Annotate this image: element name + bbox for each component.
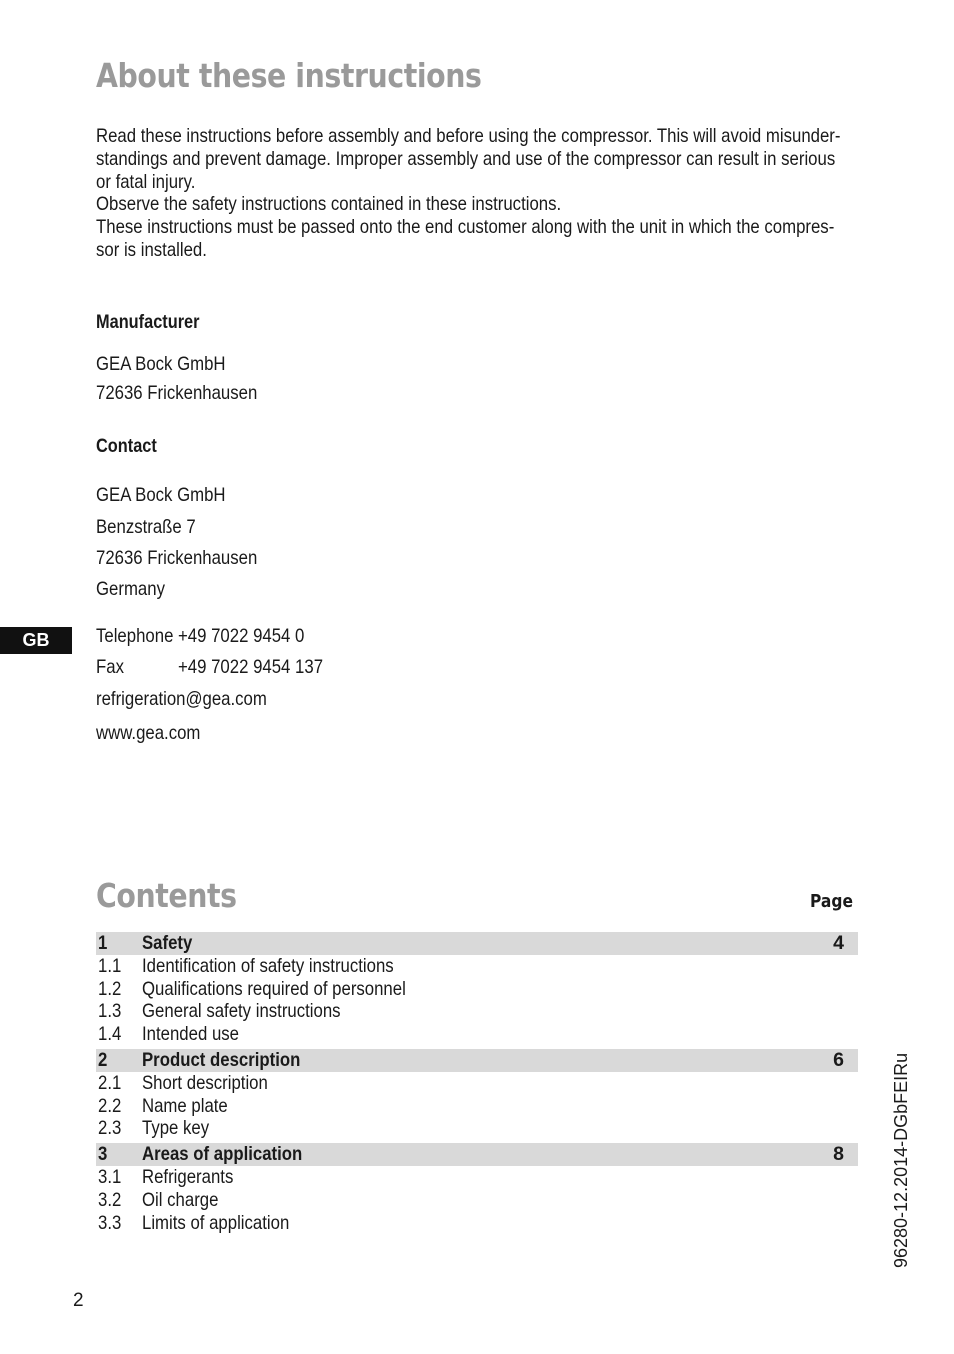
toc-item-title: Identification of safety instructions (142, 954, 394, 977)
toc-section-page: 6 (833, 1048, 844, 1071)
toc-item-number: 1.4 (98, 1023, 122, 1046)
toc-item-title: Refrigerants (142, 1165, 234, 1188)
page-title: About these instructions (96, 56, 482, 95)
intro-line: Observe the safety instructions contained in these instructions. (96, 193, 562, 216)
toc-item-number: 1.1 (98, 954, 122, 977)
toc-section-title: Areas of application (142, 1143, 303, 1166)
manufacturer-city: 72636 Frickenhausen (96, 382, 258, 404)
contact-name: GEA Bock GmbH (96, 484, 226, 506)
intro-line: or fatal injury. (96, 170, 196, 193)
manufacturer-label: Manufacturer (96, 312, 200, 333)
web-link[interactable]: www.gea.com (96, 722, 201, 744)
toc-item-number: 3.3 (98, 1211, 122, 1234)
telephone-label: Telephone (96, 625, 174, 647)
toc-section-title: Product description (142, 1048, 301, 1071)
toc-item-row[interactable] (96, 1189, 858, 1212)
toc-item-title: Limits of application (142, 1211, 290, 1234)
toc-item-number: 2.3 (98, 1117, 122, 1140)
toc-item-row[interactable] (96, 1212, 858, 1235)
toc-item-number: 1.2 (98, 977, 122, 1000)
toc-item-row[interactable] (96, 978, 858, 1001)
toc-section-page: 8 (833, 1143, 844, 1166)
toc-section-number: 2 (98, 1048, 108, 1071)
intro-line: standings and prevent damage. Improper assembly and use of the compressor can result in serious (96, 147, 836, 170)
toc-item-title: Intended use (142, 1023, 239, 1046)
contact-city: 72636 Frickenhausen (96, 547, 258, 569)
toc-item-title: Short description (142, 1071, 268, 1094)
toc-section-row[interactable] (96, 1143, 858, 1166)
contact-country: Germany (96, 578, 165, 600)
document-code: 96280-12.2014-DGbFEIRu (891, 1052, 911, 1268)
toc-item-number: 3.1 (98, 1165, 122, 1188)
toc-section-row[interactable] (96, 1049, 858, 1072)
toc-section-number: 1 (98, 932, 108, 954)
contact-street: Benzstraße 7 (96, 516, 196, 538)
intro-line: These instructions must be passed onto the end customer along with the unit in which the compres- (96, 216, 835, 239)
manufacturer-name: GEA Bock GmbH (96, 353, 226, 375)
email-link[interactable]: refrigeration@gea.com (96, 688, 267, 710)
toc-item-row[interactable] (96, 1166, 858, 1189)
toc-section-title: Safety (142, 932, 193, 954)
contact-label: Contact (96, 436, 157, 457)
intro-line: sor is installed. (96, 238, 207, 261)
toc-item-title: Oil charge (142, 1188, 219, 1211)
toc-section-number: 3 (98, 1143, 108, 1166)
contents-title: Contents (96, 876, 237, 915)
toc-item-title: Qualifications required of personnel (142, 977, 406, 1000)
contents-page-label: Page (810, 891, 853, 912)
toc-item-row[interactable] (96, 1117, 858, 1140)
toc-item-row[interactable] (96, 955, 858, 978)
toc-section-page: 4 (833, 932, 844, 954)
telephone-value: +49 7022 9454 0 (178, 625, 305, 647)
toc-item-number: 2.1 (98, 1071, 122, 1094)
page-number: 2 (73, 1290, 84, 1311)
toc-item-row[interactable] (96, 1023, 858, 1046)
toc-item-title: Type key (142, 1117, 210, 1140)
toc-item-title: General safety instructions (142, 1000, 341, 1023)
toc-item-number: 3.2 (98, 1188, 122, 1211)
toc-item-row[interactable] (96, 1072, 858, 1095)
fax-label: Fax (96, 656, 124, 678)
toc-item-number: 2.2 (98, 1094, 122, 1117)
language-tab: GB (0, 627, 72, 654)
table-of-contents (96, 932, 858, 1234)
toc-item-number: 1.3 (98, 1000, 122, 1023)
fax-value: +49 7022 9454 137 (178, 656, 324, 678)
intro-text (96, 125, 853, 262)
toc-item-row[interactable] (96, 1000, 858, 1023)
toc-section-row[interactable] (96, 932, 858, 955)
toc-item-title: Name plate (142, 1094, 228, 1117)
intro-line: Read these instructions before assembly and before using the compressor. This will avoid misunder- (96, 125, 841, 147)
toc-item-row[interactable] (96, 1095, 858, 1118)
